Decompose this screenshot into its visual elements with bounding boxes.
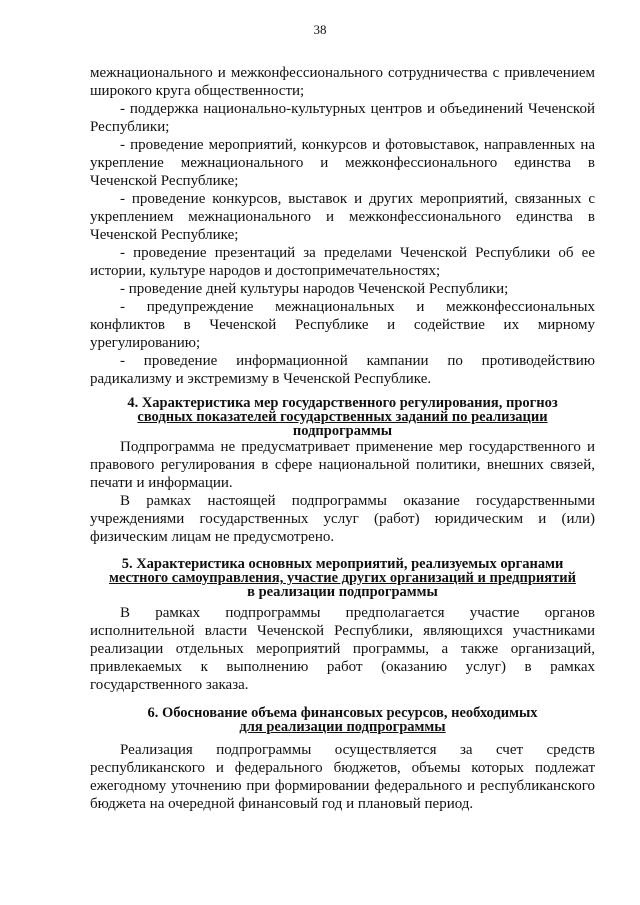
paragraph: Реализация подпрограммы осуществляется за счет средств республиканского и федерального бюджетов, объемы которых подлежат ежегодному уточнению при формировании федерального и республиканского бюджета на очередной финансовый год и плановый период.	[90, 742, 595, 812]
list-item: - проведение мероприятий, конкурсов и фотовыставок, направленных на укрепление межнационального и межконфессионального единства в Чеченской Республике;	[90, 137, 595, 189]
section3-continuation	[90, 64, 595, 388]
section6-body	[90, 741, 595, 813]
page-number: 38	[313, 22, 327, 37]
list-item: - проведение презентаций за пределами Чеченской Республики об ее истории, культуре народов и достопримечательностях;	[90, 245, 595, 279]
heading-line: для реализации подпрограммы	[239, 719, 446, 735]
list-item: - проведение дней культуры народов Чеченской Республики;	[120, 281, 509, 297]
list-item: - поддержка национально-культурных центров и объединений Чеченской Республики;	[90, 101, 595, 135]
section6-heading	[90, 706, 595, 734]
list-item: - проведение конкурсов, выставок и других мероприятий, связанных с укреплением межнационального и межконфессионального единства в Чеченской Республике;	[90, 191, 595, 243]
heading-line: 6. Обоснование объема финансовых ресурсов, необходимых	[147, 705, 538, 721]
heading-line: местного самоуправления, участие других организаций и предприятий	[109, 570, 576, 586]
section4-heading	[90, 396, 595, 438]
heading-line: 4. Характеристика мер государственного регулирования, прогноз	[127, 395, 558, 411]
list-item: - предупреждение межнациональных и межконфессиональных конфликтов в Чеченской Республике и содействие их мирному урегулированию;	[90, 299, 595, 351]
heading-line: 5. Характеристика основных мероприятий, реализуемых органами	[121, 556, 564, 572]
paragraph: Подпрограмма не предусматривает применение мер государственного и правового регулирования в сфере национальной политики, внешних связей, печати и информации.	[90, 439, 595, 491]
section5-body	[90, 604, 595, 694]
paragraph: межнационального и межконфессионального сотрудничества с привлечением широкого круга общественности;	[90, 65, 595, 99]
paragraph: В рамках подпрограммы предполагается участие органов исполнительной власти Чеченской Республики, являющихся участниками реализации отдельных мероприятий программы, а также организаций, привлекаемых к выполнению работ (оказанию услуг) в рамках государственного заказа.	[90, 605, 595, 693]
section5-heading	[90, 557, 595, 599]
paragraph: В рамках настоящей подпрограммы оказание государственными учреждениями государственных услуг (работ) юридическим и (или) физическим лицам не предусмотрено.	[90, 493, 595, 545]
heading-line: в реализации подпрограммы	[247, 584, 438, 600]
heading-line: подпрограммы	[292, 423, 393, 439]
list-item: - проведение информационной кампании по противодействию радикализму и экстремизму в Чеченской Республике.	[90, 353, 595, 387]
heading-line: сводных показателей государственных заданий по реализации	[137, 409, 548, 425]
section4-body	[90, 438, 595, 546]
